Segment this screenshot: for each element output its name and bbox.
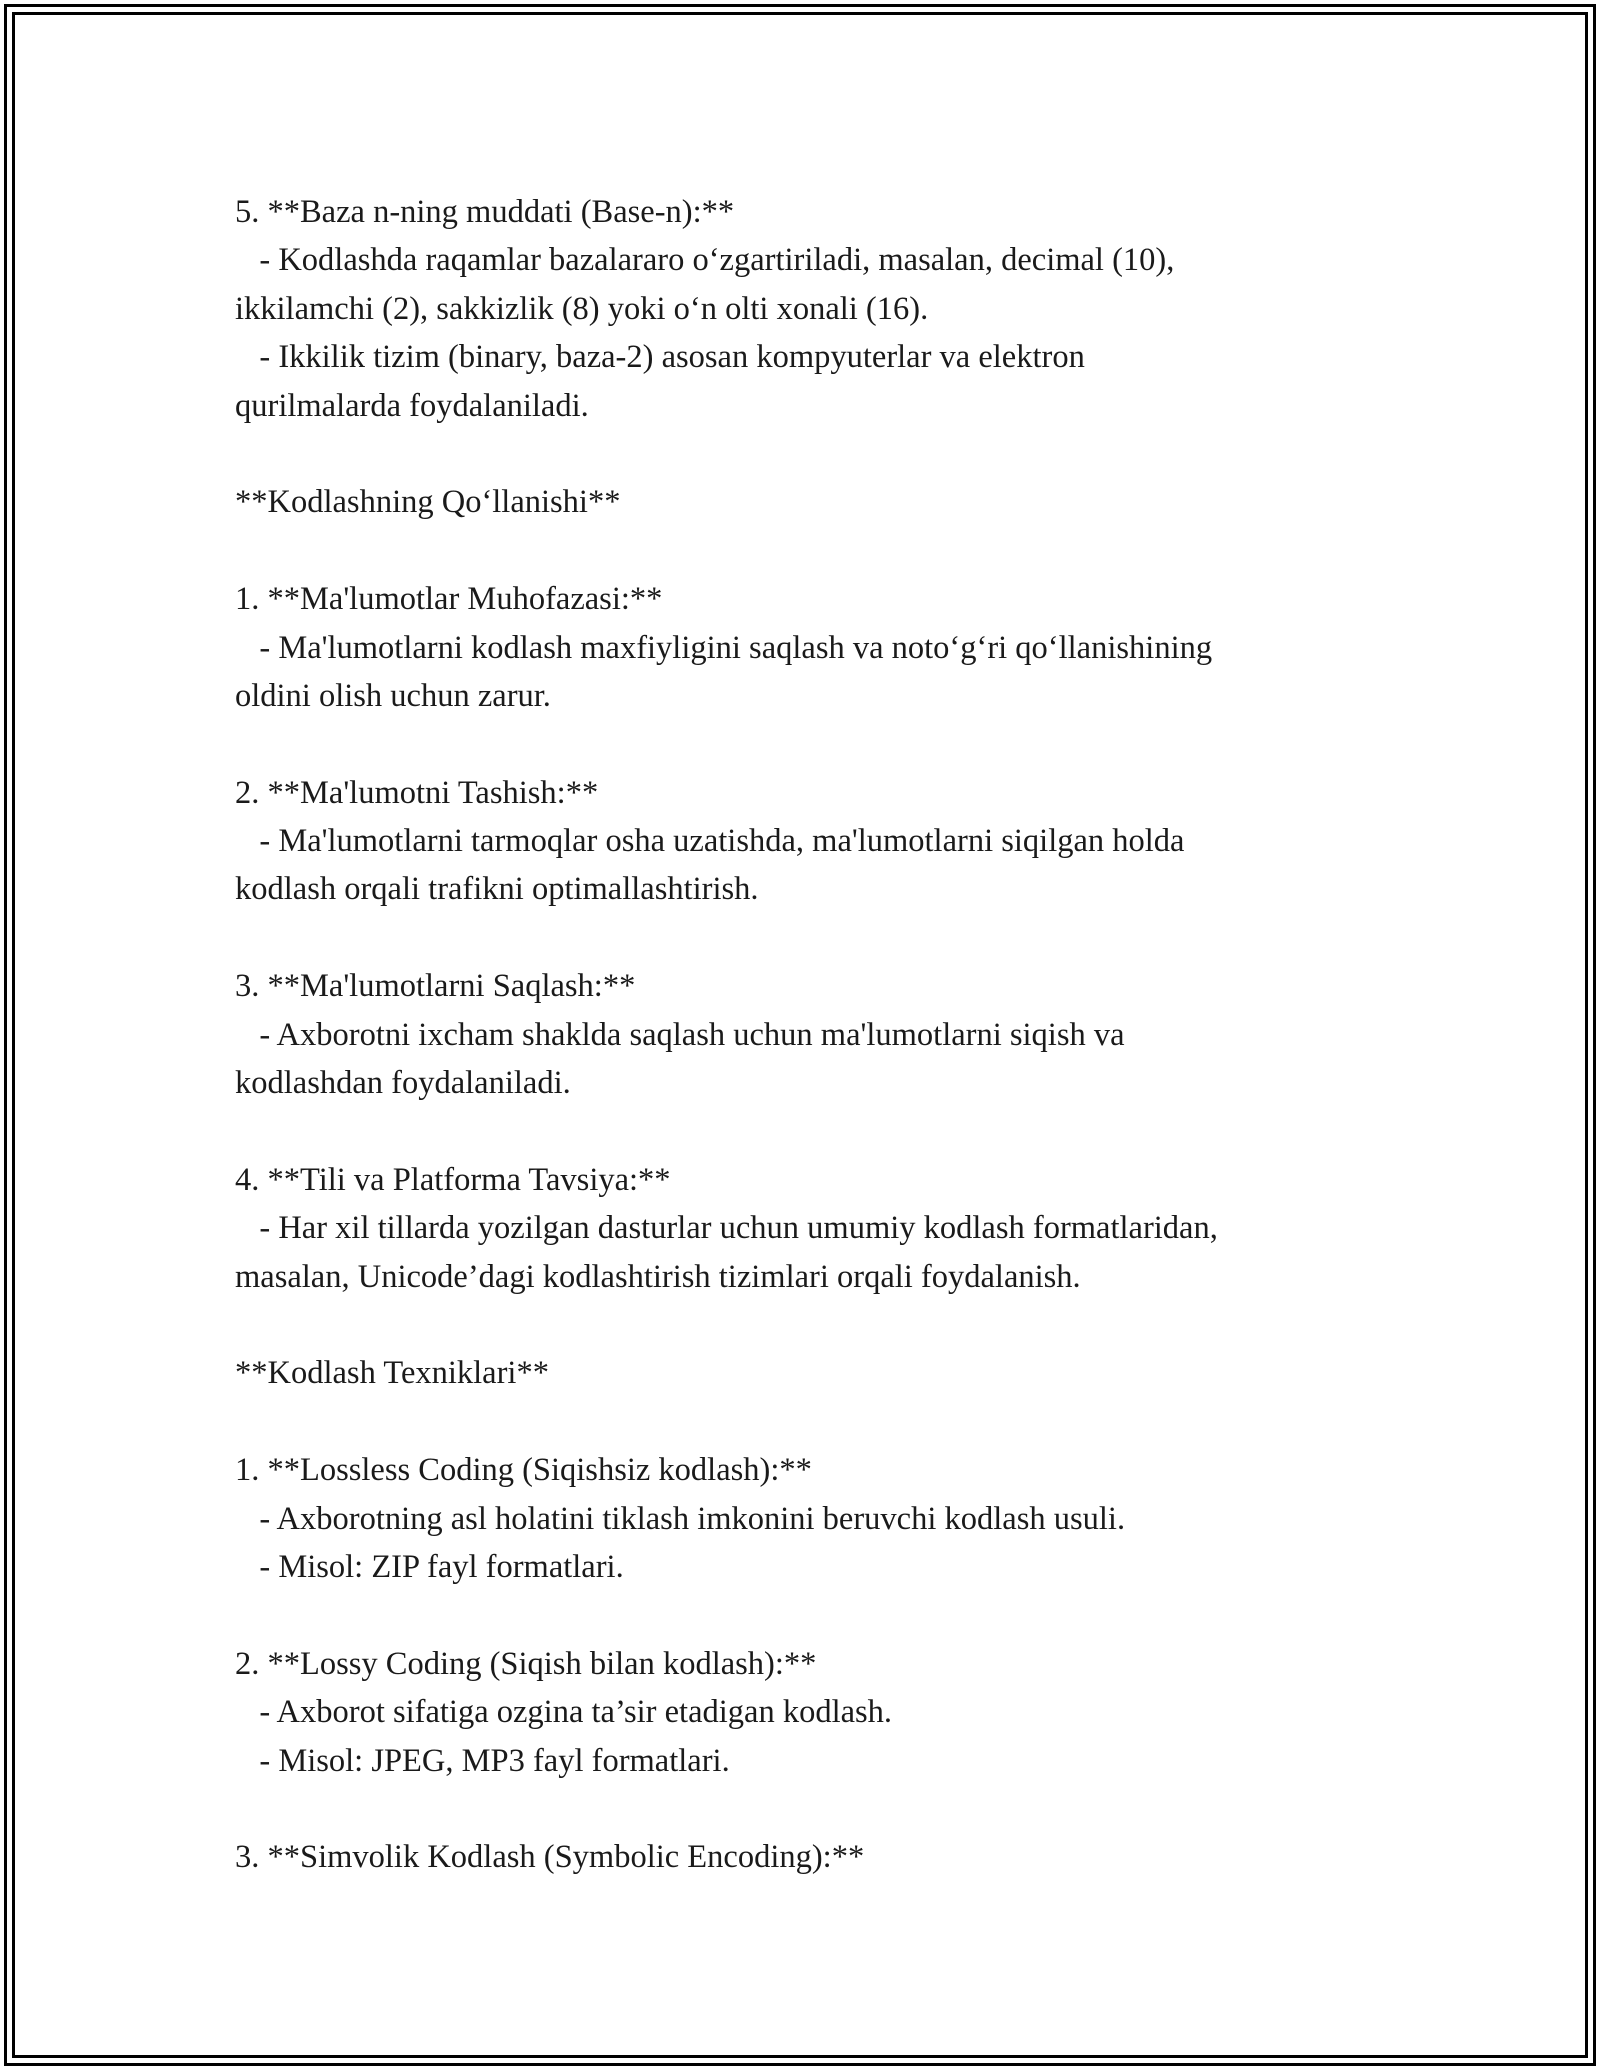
text-line: - Har xil tillarda yozilgan dasturlar uchun umumiy kodlash formatlaridan, [235, 1210, 1218, 1247]
list-item-heading: 1. **Ma'lumotlar Muhofazasi:** [235, 581, 663, 618]
list-item-heading: 2. **Lossy Coding (Siqish bilan kodlash):** [235, 1645, 817, 1682]
text-line: ikkilamchi (2), sakkizlik (8) yoki o‘n olti xonali (16). [235, 290, 929, 327]
text-line: - Axborot sifatiga ozgina ta’sir etadigan kodlash. [235, 1694, 893, 1731]
text-line: - Kodlashda raqamlar bazalararo o‘zgartiriladi, masalan, decimal (10), [235, 242, 1175, 279]
blank-line [235, 1785, 1375, 1833]
blank-line [235, 720, 1375, 768]
list-item-heading: 1. **Lossless Coding (Siqishsiz kodlash):** [235, 1452, 812, 1489]
list-item-heading: 4. **Tili va Platforma Tavsiya:** [235, 1161, 671, 1198]
list-item-heading: 3. **Simvolik Kodlash (Symbolic Encoding):** [235, 1839, 865, 1876]
blank-line [235, 1301, 1375, 1349]
blank-line [235, 430, 1375, 478]
list-item-heading: 3. **Ma'lumotlarni Saqlash:** [235, 968, 636, 1005]
text-line: kodlash orqali trafikni optimallashtirish. [235, 871, 759, 908]
document-body [235, 188, 1375, 1882]
text-line: qurilmalarda foydalaniladi. [235, 387, 589, 424]
list-item-heading: 2. **Ma'lumotni Tashish:** [235, 774, 599, 811]
text-line: - Ikkilik tizim (binary, baza-2) asosan kompyuterlar va elektron [235, 339, 1085, 376]
blank-line [235, 1591, 1375, 1639]
text-line: 5. **Baza n-ning muddati (Base-n):** [235, 194, 735, 230]
blank-line [235, 1398, 1375, 1446]
text-line: - Ma'lumotlarni tarmoqlar osha uzatishda, ma'lumotlarni siqilgan holda [235, 823, 1185, 860]
blank-line [235, 914, 1375, 962]
blank-line [235, 1107, 1375, 1155]
text-line: kodlashdan foydalaniladi. [235, 1065, 571, 1102]
text-line: - Axborotning asl holatini tiklash imkonini beruvchi kodlash usuli. [235, 1500, 1126, 1537]
section-heading: **Kodlash Texniklari** [235, 1355, 549, 1392]
text-line: - Misol: JPEG, MP3 fayl formatlari. [235, 1742, 730, 1779]
text-line: oldini olish uchun zarur. [235, 677, 551, 714]
text-line: masalan, Unicode’dagi kodlashtirish tizimlari orqali foydalanish. [235, 1258, 1081, 1295]
text-line: - Ma'lumotlarni kodlash maxfiyligini saqlash va noto‘g‘ri qo‘llanishining [235, 629, 1213, 666]
text-line: - Axborotni ixcham shaklda saqlash uchun ma'lumotlarni siqish va [235, 1016, 1125, 1053]
text-line: - Misol: ZIP fayl formatlari. [235, 1548, 624, 1585]
section-heading: **Kodlashning Qo‘llanishi** [235, 484, 621, 521]
blank-line [235, 527, 1375, 575]
